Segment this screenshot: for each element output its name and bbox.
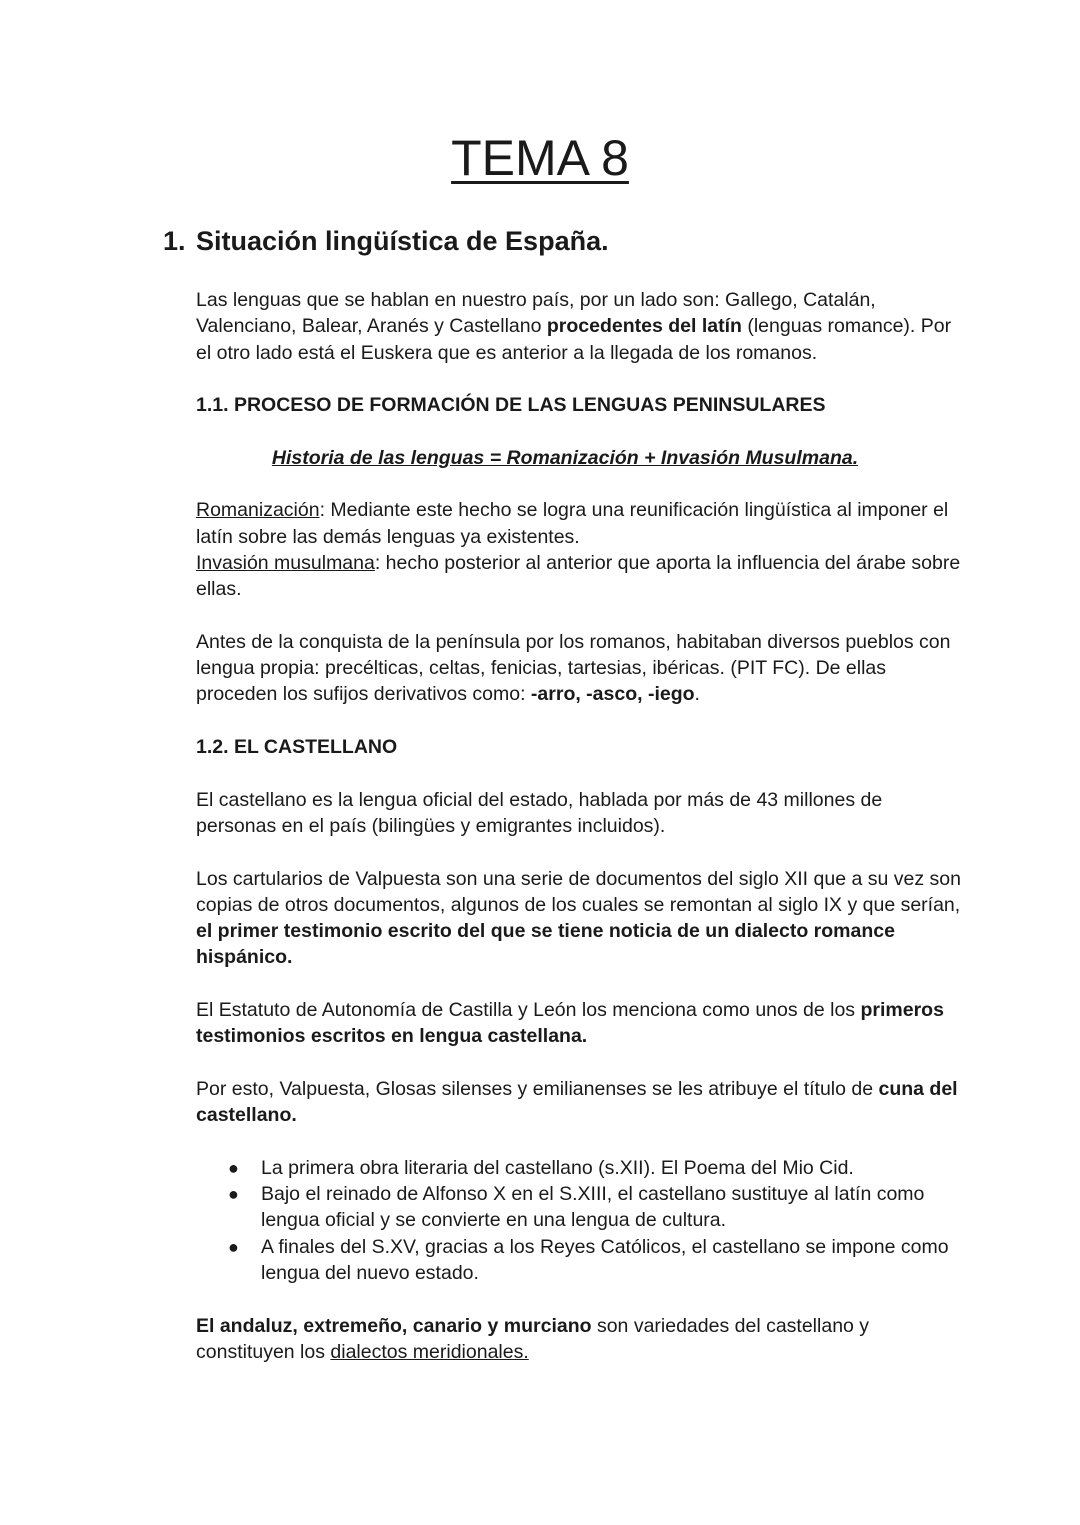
romanizacion-paragraph: [196, 497, 966, 602]
invasion-label: Invasión musulmana: [196, 551, 375, 574]
dialectos-meridionales: dialectos meridionales.: [330, 1340, 529, 1363]
list-item: [196, 1181, 966, 1234]
formula-line: Historia de las lenguas = Romanización + Invasión Musulmana.: [271, 446, 859, 469]
section-title: Situación lingüística de España.: [196, 226, 609, 256]
section-number: 1.: [163, 226, 186, 256]
bullet-icon: ●: [228, 1184, 239, 1205]
cuna-bold: cuna del castellano.: [196, 1077, 958, 1127]
bullet-icon: ●: [228, 1236, 239, 1257]
antes-paragraph: [196, 629, 966, 708]
sufijos-bold: -arro, -asco, -iego: [530, 683, 695, 706]
castellano-paragraph-4: [196, 1076, 966, 1129]
list-item-text: A finales del S.XV, gracias a los Reyes Católicos, el castellano se impone como lengua del nuevo estado.: [261, 1235, 949, 1284]
valpuesta-bold: el primer testimonio escrito del que se tiene noticia de un dialecto romance hispánico.: [196, 920, 895, 969]
subsection-heading-1-1: 1.1. PROCESO DE FORMACIÓN DE LAS LENGUAS PENINSULARES: [196, 394, 826, 417]
dialectos-paragraph: [196, 1313, 966, 1366]
page-title: TEMA 8: [451, 130, 629, 186]
dialectos-bold: El andaluz, extremeño, canario y murciano: [196, 1314, 592, 1337]
antes-end: .: [694, 683, 700, 706]
castellano-paragraph-2: [196, 866, 966, 971]
intro-bold: procedentes del latín: [546, 315, 742, 338]
castellano-paragraph-3: [196, 997, 966, 1050]
estatuto-text: El Estatuto de Autonomía de Castilla y León los menciona como unos de los: [196, 999, 861, 1022]
bullet-icon: ●: [228, 1157, 239, 1178]
dialectos-text: son variedades del castellano y constituyen los: [196, 1314, 870, 1363]
cuna-text: Por esto, Valpuesta, Glosas silenses y emilianenses se les atribuye el título de: [196, 1077, 879, 1100]
valpuesta-text: Los cartularios de Valpuesta son una serie de documentos del siglo XII que a su vez son copias de otros documentos, algunos de los cuales se remontan al siglo IX y que serían,: [196, 867, 961, 916]
romanizacion-label: Romanización: [196, 499, 320, 522]
list-item: [196, 1155, 966, 1181]
castellano-paragraph-1: El castellano es la lengua oficial del estado, hablada por más de 43 millones de personas en el país (bilingües y emigrantes incluidos).: [196, 788, 883, 837]
bullet-list: [196, 1155, 966, 1286]
intro-paragraph: [196, 287, 966, 366]
section-heading: [163, 222, 609, 260]
list-item: [196, 1234, 966, 1287]
list-item-text: Bajo el reinado de Alfonso X en el S.XIII, el castellano sustituye al latín como lengua oficial y se convierte en una lengua de cultura.: [261, 1183, 925, 1232]
intro-text-2: (lenguas romance). Por el otro lado está el Euskera que es anterior a la llegada de los romanos.: [196, 315, 952, 364]
subsection-heading-1-2: 1.2. EL CASTELLANO: [196, 736, 398, 759]
estatuto-bold: primeros testimonios escritos en lengua castellana.: [196, 999, 944, 1048]
invasion-text: : hecho posterior al anterior que aporta la influencia del árabe sobre ellas.: [196, 551, 961, 601]
antes-text: Antes de la conquista de la península por los romanos, habitaban diversos pueblos con lengua propia: precélticas, celtas, fenicias, tartesias, ibéricas. (PIT FC). De ellas proceden los sufijos derivativos como:: [196, 630, 951, 706]
intro-text-1: Las lenguas que se hablan en nuestro país, por un lado son: Gallego, Catalán, Valenciano, Balear, Aranés y Castellano: [196, 289, 876, 338]
document-body: [196, 287, 966, 1391]
romanizacion-text: : Mediante este hecho se logra una reunificación lingüística al imponer el latín sobre las demás lenguas ya existentes.: [196, 499, 949, 548]
list-item-text: La primera obra literaria del castellano (s.XII). El Poema del Mio Cid.: [261, 1156, 854, 1179]
